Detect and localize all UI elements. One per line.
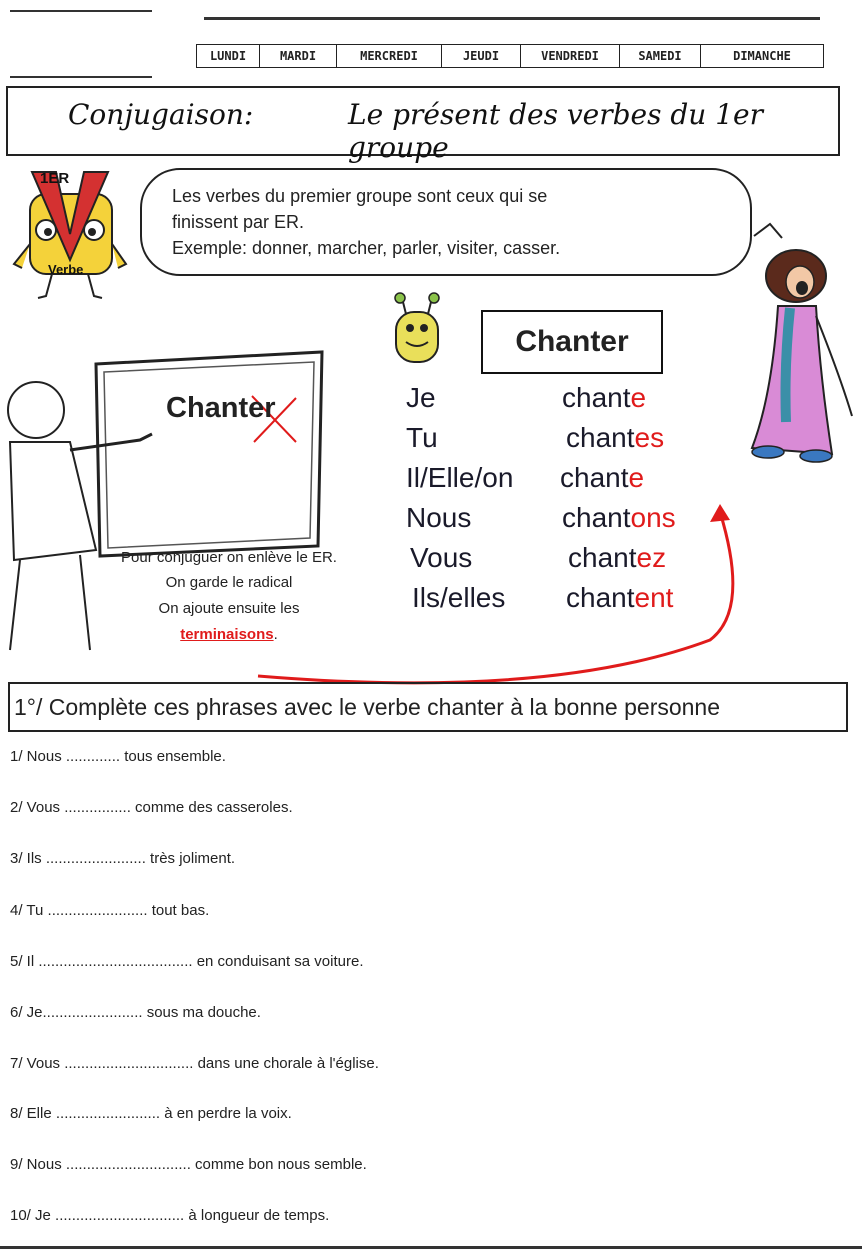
exercise-item: 10/ Je ............................... à longueur de temps. — [10, 1207, 330, 1224]
lesson-title-box — [6, 86, 840, 164]
day-mardi[interactable]: MARDI — [260, 45, 337, 67]
day-jeudi[interactable]: JEUDI — [442, 45, 521, 67]
explanation-line-2: On garde le radical — [165, 574, 293, 591]
ending: es — [634, 422, 665, 453]
exercise-item: 5/ Il ..................................... en conduisant sa voiture. — [10, 953, 364, 970]
explanation-line-1: Pour conjuguer on enlève le ER. — [121, 549, 337, 566]
weekday-row — [196, 44, 824, 68]
verb-tu — [566, 422, 664, 454]
radical: chant — [566, 582, 635, 613]
day-samedi[interactable]: SAMEDI — [620, 45, 701, 67]
definition-line-1: Les verbes du premier groupe sont ceux qui se — [172, 186, 548, 206]
exercise-item: 2/ Vous ................ comme des casseroles. — [10, 799, 293, 816]
lesson-subject: Conjugaison: — [68, 98, 254, 131]
pronoun-vous: Vous — [410, 542, 473, 573]
badge-top-label: 1ER — [40, 170, 70, 187]
ending: ons — [630, 502, 676, 533]
singer-illustration-icon — [712, 196, 858, 466]
pronoun-ils-elles: Ils/elles — [412, 582, 506, 613]
exercise-item: 6/ Je........................ sous ma douche. — [10, 1004, 261, 1021]
pronoun-nous: Nous — [406, 502, 472, 533]
ending: e — [628, 462, 645, 493]
exercise-item: 1/ Nous ............. tous ensemble. — [10, 748, 226, 765]
radical: chant — [562, 502, 631, 533]
day-vendredi[interactable]: VENDREDI — [521, 45, 620, 67]
exercise-item: 7/ Vous ............................... dans une chorale à l'église. — [10, 1055, 379, 1072]
radical: chant — [568, 542, 637, 573]
ending: ent — [634, 582, 674, 613]
ending: e — [630, 382, 647, 413]
pronoun-il-elle-on: Il/Elle/on — [406, 462, 514, 493]
verb-il — [560, 462, 644, 494]
monster-icon — [386, 292, 448, 368]
exercise-title: 1°/ Complète ces phrases avec le verbe chanter à la bonne personne — [8, 682, 848, 732]
day-mercredi[interactable]: MERCREDI — [337, 45, 442, 67]
verb-mascot-icon — [8, 164, 132, 304]
exercise-item: 4/ Tu ........................ tout bas. — [10, 902, 210, 919]
period: . — [273, 626, 278, 643]
ending: ez — [636, 542, 667, 573]
pronoun-tu: Tu — [406, 422, 438, 453]
exercise-item: 8/ Elle ......................... à en perdre la voix. — [10, 1105, 292, 1122]
radical: chant — [560, 462, 629, 493]
board-word: Chanter — [166, 392, 276, 424]
day-dimanche[interactable]: DIMANCHE — [733, 49, 791, 63]
class-line — [10, 76, 152, 78]
badge-bottom-label: Verbe — [48, 262, 84, 277]
terminaisons-keyword: terminaisons — [180, 626, 274, 643]
definition-bubble — [140, 168, 752, 276]
radical: chant — [562, 382, 631, 413]
pronoun-je: Je — [406, 382, 436, 413]
definition-line-3: Exemple: donner, marcher, parler, visiter, casser. — [172, 238, 561, 258]
radical: chant — [566, 422, 635, 453]
name-line — [10, 10, 152, 12]
bottom-rule — [0, 1246, 862, 1249]
verb-title-box: Chanter — [481, 310, 663, 374]
day-lundi[interactable]: LUNDI — [197, 45, 260, 67]
date-line — [204, 17, 820, 20]
verb-je — [562, 382, 646, 414]
lesson-title: Le présent des verbes du 1er groupe — [348, 98, 763, 164]
exercise-item: 3/ Ils ........................ très joliment. — [10, 850, 236, 867]
arrow-icon — [250, 500, 760, 690]
explanation-line-4 — [74, 626, 384, 643]
definition-line-2: finissent par ER. — [172, 212, 305, 232]
exercise-item: 9/ Nous .............................. comme bon nous semble. — [10, 1156, 367, 1173]
explanation-line-3: On ajoute ensuite les — [158, 600, 300, 617]
